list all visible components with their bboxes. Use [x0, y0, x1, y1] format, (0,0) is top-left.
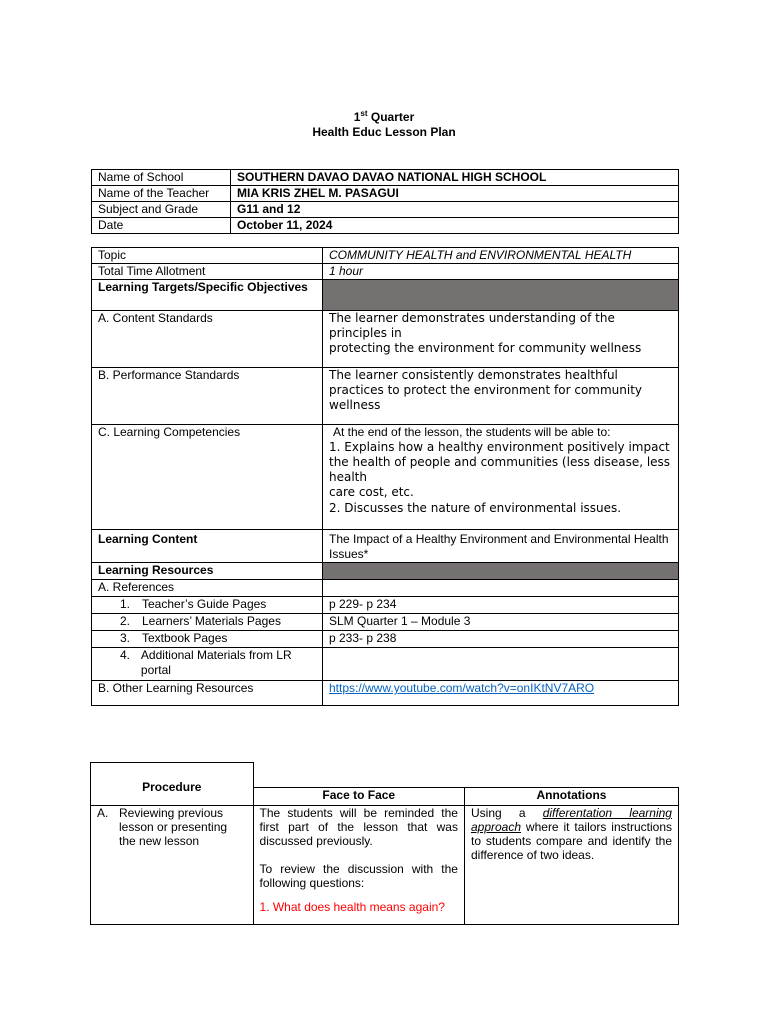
shaded-cell	[323, 563, 679, 580]
table-row	[92, 248, 679, 264]
references-label: A. References	[92, 580, 323, 597]
procedure-table	[90, 762, 679, 925]
page-title: Health Educ Lesson Plan	[312, 125, 456, 139]
subject-value: G11 and 12	[231, 202, 679, 218]
text-line: 2. Discusses the nature of environmental issues.	[329, 501, 622, 515]
table-row	[91, 806, 679, 925]
competencies-intro: At the end of the lesson, the students will be able to:	[333, 425, 611, 439]
time-label: Total Time Allotment	[92, 264, 323, 280]
youtube-link[interactable]: https://www.youtube.com/watch?v=onIKtNV7ARO	[329, 681, 595, 695]
table-row	[92, 614, 679, 631]
learning-resources-label: Learning Resources	[92, 563, 323, 580]
annotations-cell	[464, 806, 678, 925]
table-row	[92, 202, 679, 218]
procedure-step-a	[91, 806, 254, 925]
face-to-face-cell	[253, 806, 464, 925]
time-value: 1 hour	[323, 264, 679, 280]
ref-item-label	[92, 614, 323, 631]
table-row	[92, 170, 679, 186]
ref-item-value: SLM Quarter 1 – Module 3	[323, 614, 679, 631]
date-value: October 11, 2024	[231, 218, 679, 234]
text-line: the health of people and communities (less disease, less	[329, 455, 671, 469]
quarter-word: Quarter	[370, 110, 415, 124]
ref-item-value: p 233- p 238	[323, 631, 679, 648]
review-question: 1. What does health means again?	[259, 900, 445, 914]
table-row	[92, 311, 679, 368]
empty-header-cell	[253, 763, 464, 788]
date-label: Date	[92, 218, 231, 234]
content-standards-value	[323, 311, 679, 368]
face-to-face-header: Face to Face	[253, 787, 464, 805]
lesson-table	[91, 247, 679, 706]
step-letter: A.	[97, 806, 109, 820]
table-row	[92, 563, 679, 580]
school-info-table	[91, 169, 679, 234]
school-label: Name of School	[92, 170, 231, 186]
text-line: care cost, etc.	[329, 485, 414, 499]
teacher-label: Name of the Teacher	[92, 186, 231, 202]
performance-standards-value	[323, 368, 679, 425]
ref-label: Textbook Pages	[142, 631, 228, 645]
table-row	[92, 648, 679, 681]
ref-item-value	[323, 648, 679, 681]
empty-cell	[323, 580, 679, 597]
f2f-paragraph: To review the discussion with the following questions:	[259, 862, 458, 890]
ref-item-value: p 229- p 234	[323, 597, 679, 614]
annotations-header: Annotations	[464, 787, 678, 805]
table-row	[92, 631, 679, 648]
text-line: wellness	[329, 398, 381, 412]
topic-label: Topic	[92, 248, 323, 264]
empty-header-cell	[464, 763, 678, 788]
learning-content-value: The Impact of a Healthy Environment and Environmental Health Issues*	[323, 530, 679, 563]
text-line: The learner consistently demonstrates healthful	[329, 368, 618, 382]
school-value: SOUTHERN DAVAO DAVAO NATIONAL HIGH SCHOOL	[231, 170, 679, 186]
table-row	[92, 597, 679, 614]
ref-item-label	[92, 631, 323, 648]
targets-label: Learning Targets/Specific Objectives	[92, 280, 323, 311]
text-line: principles in	[329, 326, 402, 340]
procedure-header: Procedure	[91, 763, 254, 806]
subject-label: Subject and Grade	[92, 202, 231, 218]
shaded-cell	[323, 280, 679, 311]
annotation-text: Using a	[470, 806, 543, 820]
annotation-emphasis: differentation learning approach	[470, 806, 672, 834]
text-line: protecting the environment for community wellness	[329, 341, 642, 355]
table-row	[92, 681, 679, 706]
table-row	[92, 425, 679, 530]
ref-label: Teacher’s Guide Pages	[142, 597, 267, 611]
text-line: health	[329, 470, 367, 484]
table-row	[92, 280, 679, 311]
ref-number: 3.	[120, 631, 131, 645]
text-line: The learner demonstrates understanding of the	[329, 311, 615, 325]
table-header-row	[91, 763, 679, 788]
ref-number: 4.	[120, 648, 131, 662]
ref-item-label	[92, 648, 323, 681]
other-resources-label: B. Other Learning Resources	[92, 681, 323, 706]
ref-label: Additional Materials from LR portal	[140, 648, 292, 677]
text-line: 1. Explains how a healthy environment positively impact	[329, 440, 670, 454]
table-row	[92, 218, 679, 234]
teacher-value: MIA KRIS ZHEL M. PASAGUI	[231, 186, 679, 202]
topic-value: COMMUNITY HEALTH and ENVIRONMENTAL HEALTH	[323, 248, 679, 264]
table-row	[92, 580, 679, 597]
content-standards-label: A. Content Standards	[92, 311, 323, 368]
quarter-superscript: st	[360, 109, 368, 118]
ref-label: Learners’ Materials Pages	[142, 614, 281, 628]
performance-standards-label: B. Performance Standards	[92, 368, 323, 425]
quarter-number: 1	[353, 110, 361, 124]
table-row	[92, 186, 679, 202]
annotation-text: where it tailors instructions to students compare and identify the difference of two ideas.	[470, 820, 672, 862]
table-row	[92, 530, 679, 563]
ref-number: 1.	[120, 597, 131, 611]
ref-item-label	[92, 597, 323, 614]
quarter-heading	[0, 110, 768, 125]
text-line: practices to protect the environment for community	[329, 383, 643, 397]
competencies-value	[323, 425, 679, 530]
f2f-paragraph: The students will be reminded the first part of the lesson that was discussed previously.	[259, 806, 458, 848]
other-resources-value	[323, 681, 679, 706]
ref-number: 2.	[120, 614, 131, 628]
step-text: Reviewing previous lesson or presenting the new lesson	[119, 806, 228, 848]
competencies-label: C. Learning Competencies	[92, 425, 323, 530]
table-row	[92, 368, 679, 425]
learning-content-label: Learning Content	[92, 530, 323, 563]
table-row	[92, 264, 679, 280]
